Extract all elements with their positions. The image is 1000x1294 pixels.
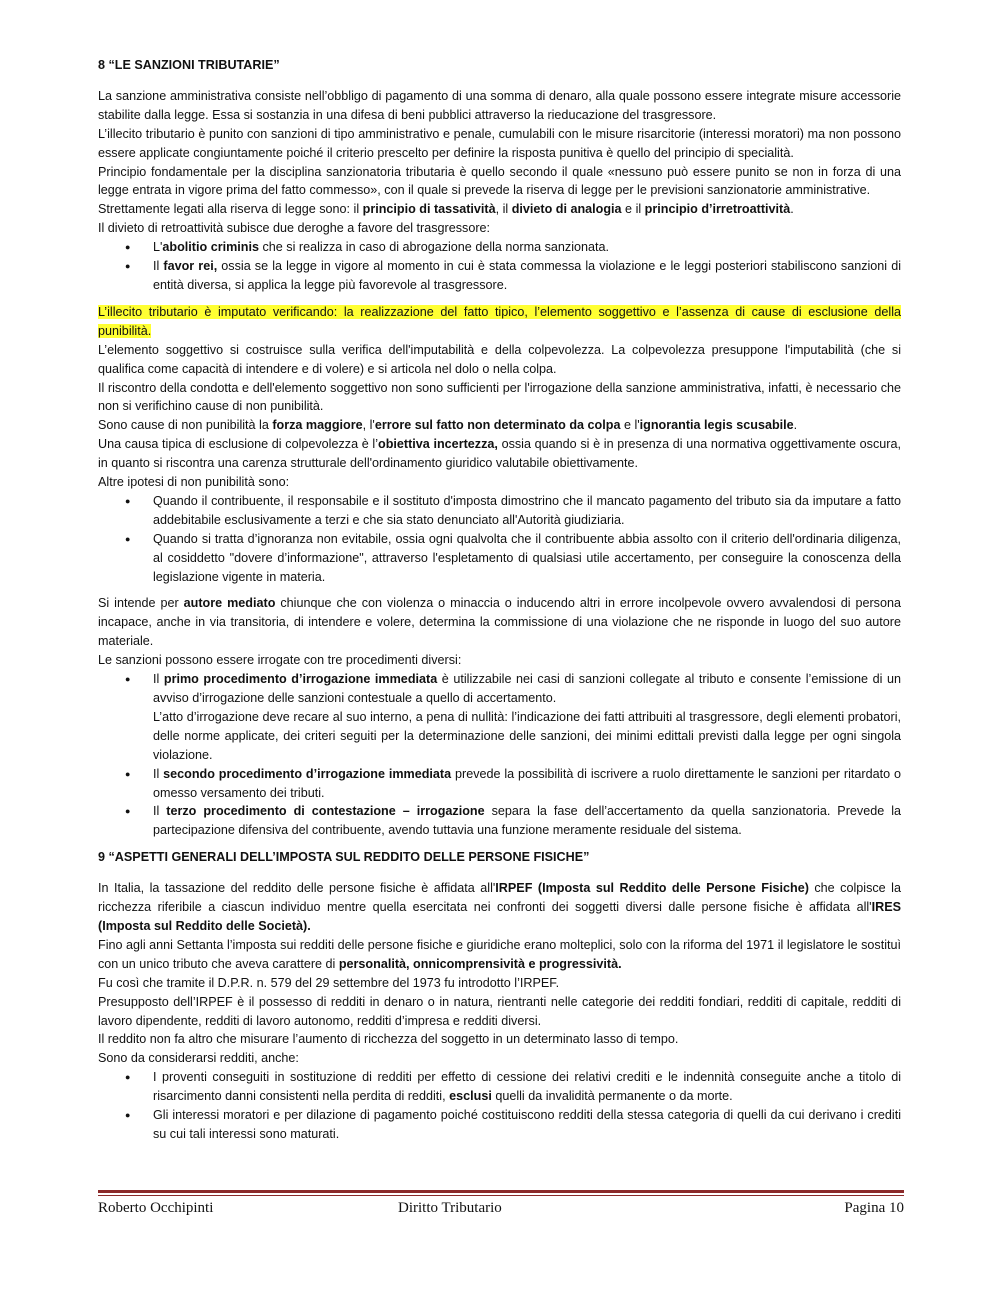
footer-rule bbox=[98, 1190, 904, 1196]
paragraph: Il reddito non fa altro che misurare l’aumento di ricchezza del soggetto in un determinato lasso di tempo. bbox=[98, 1032, 679, 1047]
list-item: ● Quando il contribuente, il responsabile e il sostituto d'imposta dimostrino che il mancato pagamento del tributo sia da imputare a fatto addebitabile esclusivamente a terzi e che sia stato denunciato all'Autorità giudiziaria. bbox=[153, 492, 901, 530]
paragraph: Fu così che tramite il D.P.R. n. 579 del 29 settembre del 1973 fu introdotto l’IRPEF. bbox=[98, 975, 560, 990]
paragraph: Fino agli anni Settanta l’imposta sui redditi delle persone fisiche e giuridiche erano molteplici, solo con la riforma del 1971 il legislatore le sostituì con un unico tributo che aveva carattere di personalità, onnicomprensività e progressività. bbox=[98, 937, 901, 971]
list-item: ● Quando si tratta d’ignoranza non evitabile, ossia ogni qualvolta che il contribuente abbia assolto con il criterio dell'ordinaria diligenza, al cosiddetto "dovere d’informazione", attraverso l'espletamento di qualsiasi utile accertamento, per conseguire la conoscenza della legislazione vigente in materia. bbox=[153, 530, 901, 587]
bullet-list bbox=[98, 238, 901, 295]
list-item: ● Il terzo procedimento di contestazione – irrogazione separa la fase dell’accertamento da quella sanzionatoria. Prevede la partecipazione difensiva del contribuente, avendo tuttavia una funzione meramente residuale del sistema. bbox=[153, 802, 901, 840]
paragraph: In Italia, la tassazione del reddito delle persone fisiche è affidata all'IRPEF (Imposta sul Reddito delle Persone Fisiche) che colpisce la ricchezza riferibile a ciascun individuo mentre quella esercitata nei confronti dei soggetti diversi dalle persone fisiche è affidata all'IRES (Imposta sul Reddito delle Società). bbox=[98, 881, 901, 933]
paragraph: Il divieto di retroattività subisce due deroghe a favore del trasgressore: bbox=[98, 221, 491, 236]
paragraph: Le sanzioni possono essere irrogate con tre procedimenti diversi: bbox=[98, 653, 462, 668]
paragraph: L’illecito tributario è punito con sanzioni di tipo amministrativo e penale, cumulabili con le misure risarcitorie (interessi moratori) ma non possono essere applicate congiuntamente poiché il criterio prescelto per definire la risposta punitiva è quello del principio di specialità. bbox=[98, 126, 901, 160]
list-item: ● Il primo procedimento d’irrogazione immediata è utilizzabile nei casi di sanzioni collegate al tributo e consente l’emissione di un avviso d’irrogazione delle sanzioni contestuale a quello di accertamento. L’atto d’irrogazione deve recare al suo interno, a pena di nullità: l’indicazione dei fatti attribuiti al trasgressore, degli elementi probatori, delle norme applicate, dei criteri seguiti per la determinazione delle sanzioni, dei minimi edittali previsti dalla legge per ogni singola violazione. bbox=[153, 670, 901, 765]
section-9-title: 9 “ASPETTI GENERALI DELL’IMPOSTA SUL REDDITO DELLE PERSONE FISICHE” bbox=[98, 850, 590, 865]
footer-author: Roberto Occhipinti bbox=[98, 1200, 214, 1216]
paragraph: Principio fondamentale per la disciplina sanzionatoria tributaria è quello secondo il quale «nessuno può essere punito se non in forza di una legge entrata in vigore prima del fatto commesso», con il quale si prevede la riserva di legge per le previsioni sanzionatorie amministrative. bbox=[98, 164, 901, 198]
paragraph: Strettamente legati alla riserva di legge sono: il principio di tassatività, il divieto di analogia e il principio d’irretroattività. bbox=[98, 202, 794, 217]
highlighted-paragraph: L’illecito tributario è imputato verificando: la realizzazione del fatto tipico, l’elemento soggettivo e l’assenza di cause di esclusione della punibilità. bbox=[98, 304, 901, 338]
footer-subject: Diritto Tributario bbox=[398, 1200, 502, 1216]
bullet-list bbox=[98, 492, 901, 587]
paragraph: Il riscontro della condotta e dell'elemento soggettivo non sono sufficienti per l'irrogazione della sanzione amministrativa, infatti, è necessario che non si verifichino cause di non punibilità. bbox=[98, 380, 901, 414]
paragraph: Presupposto dell’IRPEF è il possesso di redditi in denaro o in natura, rientranti nelle categorie dei redditi fondiari, redditi di capitale, redditi di lavoro dipendente, redditi di lavoro autonomo, redditi d’impresa e redditi diversi. bbox=[98, 994, 901, 1028]
document-page bbox=[98, 56, 901, 1144]
paragraph: Si intende per autore mediato chiunque che con violenza o minaccia o inducendo altri in errore incolpevole ovvero avvalendosi di persona incapace, anche in via transitoria, di intendere e volere, determina la commissione di una violazione che ne risponde in luogo del suo autore materiale. bbox=[98, 596, 901, 649]
bullet-list bbox=[98, 670, 901, 840]
list-item: ● Il favor rei, ossia se la legge in vigore al momento in cui è stata commessa la violazione e le leggi posteriori stabiliscono sanzioni di entità diversa, si applica la legge più favorevole al trasgressore. bbox=[153, 257, 901, 295]
paragraph: Sono da considerarsi redditi, anche: bbox=[98, 1051, 299, 1066]
list-item: ● L'abolitio criminis che si realizza in caso di abrogazione della norma sanzionata. bbox=[153, 238, 901, 257]
list-item: ● Gli interessi moratori e per dilazione di pagamento poiché costituiscono redditi della stessa categoria di quelli da cui derivano i crediti su cui tali interessi sono maturati. bbox=[153, 1106, 901, 1144]
paragraph: Una causa tipica di esclusione di colpevolezza è l’obiettiva incertezza, ossia quando si è in presenza di una normativa oggettivamente oscura, in quanto si riscontra una carenza strutturale dell'ordinamento giuridico valutabile obiettivamente. bbox=[98, 437, 901, 471]
paragraph: Sono cause di non punibilità la forza maggiore, l'errore sul fatto non determinato da colpa e l'ignorantia legis scusabile. bbox=[98, 418, 798, 433]
footer-page-number: Pagina 10 bbox=[844, 1200, 904, 1216]
page-footer bbox=[98, 1200, 904, 1220]
paragraph: La sanzione amministrativa consiste nell’obbligo di pagamento di una somma di denaro, alla quale possono essere integrate misure accessorie stabilite dalla legge. Essa si sostanzia in una difesa di beni pubblici attraverso la rieducazione del trasgressore. bbox=[98, 88, 901, 122]
paragraph: L’elemento soggettivo si costruisce sulla verifica dell'imputabilità e della colpevolezza. La colpevolezza presuppone l'imputabilità (che si qualifica come capacità di intendere e di volere) e si articola nel dolo o nella colpa. bbox=[98, 342, 901, 376]
section-8-title: 8 “LE SANZIONI TRIBUTARIE” bbox=[98, 58, 280, 72]
paragraph: Altre ipotesi di non punibilità sono: bbox=[98, 475, 290, 490]
list-item: ● I proventi conseguiti in sostituzione di redditi per effetto di cessione dei relativi crediti e le indennità conseguite anche a titolo di risarcimento danni consistenti nella perdita di redditi, esclusi quelli da invalidità permanente o da morte. bbox=[153, 1068, 901, 1106]
list-item: ● Il secondo procedimento d’irrogazione immediata prevede la possibilità di iscrivere a ruolo direttamente le sanzioni per ritardato o omesso versamento dei tributi. bbox=[153, 765, 901, 803]
bullet-list bbox=[98, 1068, 901, 1144]
